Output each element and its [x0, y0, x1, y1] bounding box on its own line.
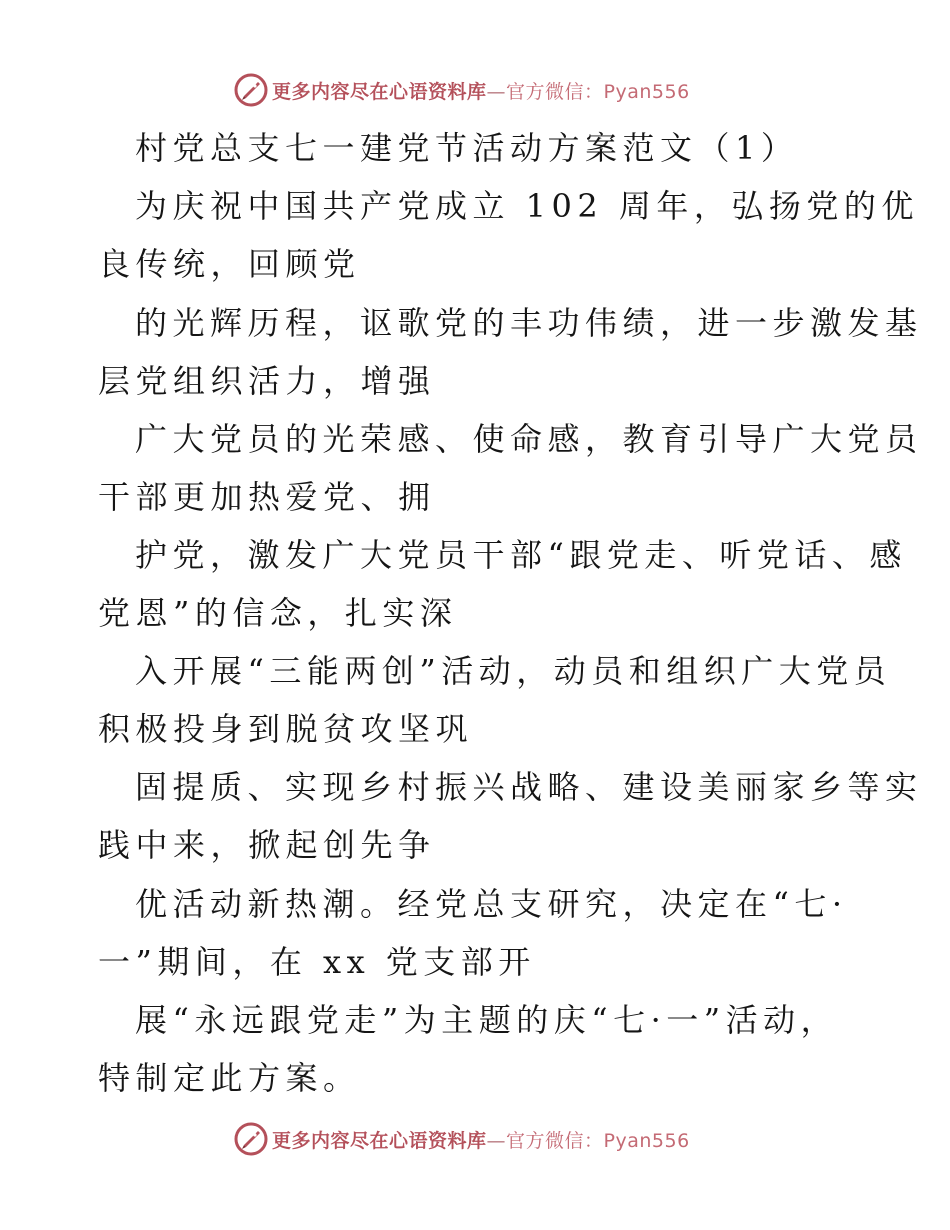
paragraph-line: 良传统，回顾党 — [98, 245, 361, 283]
document-title: 村党总支七一建党节活动方案范文（1） — [135, 129, 799, 167]
paragraph-line: 的光辉历程，讴歌党的丰功伟绩，进一步激发基 — [135, 304, 923, 342]
paragraph-line: 层党组织活力，增强 — [98, 362, 436, 400]
paragraph-line: 为庆祝中国共产党成立 102 周年，弘扬党的优 — [135, 187, 919, 225]
paragraph-line: 党恩”的信念，扎实深 — [98, 594, 458, 632]
paragraph-line: 护党，激发广大党员干部“跟党走、听党话、感 — [135, 536, 907, 574]
paragraph-line: 入开展“三能两创”活动，动员和组织广大党员 — [135, 652, 892, 690]
watermark-wechat-label: 官方微信： — [506, 80, 604, 103]
watermark-site-name: 更多内容尽在心语资料库 — [272, 80, 487, 103]
watermark-dash: — — [486, 80, 507, 103]
watermark-site-name: 更多内容尽在心语资料库 — [272, 1129, 487, 1152]
paragraph-line: 特制定此方案。 — [98, 1059, 361, 1097]
paragraph-line: 干部更加热爱党、拥 — [98, 478, 436, 516]
paragraph-line: 固提质、实现乡村振兴战略、建设美丽家乡等实 — [135, 768, 923, 806]
watermark-account: Pyan556 — [603, 1129, 690, 1152]
paragraph-line: 展“永远跟党走”为主题的庆“七·一”活动， — [135, 1001, 839, 1039]
paragraph-line: 积极投身到脱贫攻坚巩 — [98, 710, 474, 748]
paragraph-line: 一”期间，在 xx 党支部开 — [98, 943, 536, 981]
watermark-dash: — — [486, 1129, 507, 1152]
watermark-account: Pyan556 — [603, 80, 690, 103]
paragraph-line: 广大党员的光荣感、使命感，教育引导广大党员 — [135, 420, 923, 458]
pen-nib-logo-icon — [234, 1122, 268, 1156]
watermark-wechat-label: 官方微信： — [506, 1129, 604, 1152]
paragraph-line: 践中来，掀起创先争 — [98, 826, 436, 864]
footer-watermark-banner — [234, 1122, 714, 1156]
paragraph-line: 优活动新热潮。经党总支研究，决定在“七· — [135, 885, 848, 923]
